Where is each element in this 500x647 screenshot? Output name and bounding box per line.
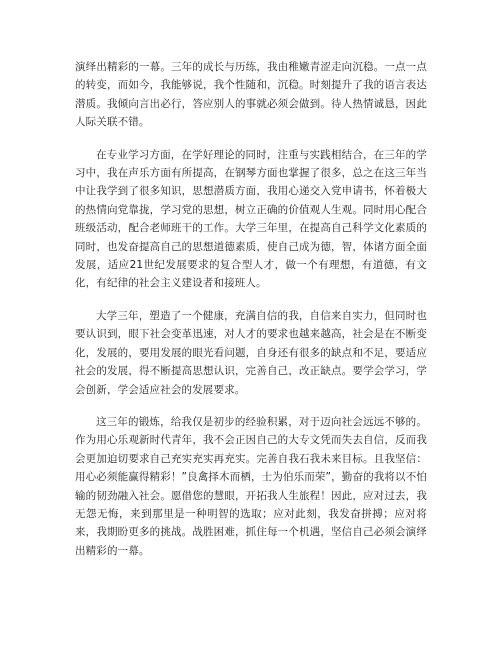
paragraph-spacer [75,399,427,413]
paragraph-1: 演绎出精彩的一幕。三年的成长与历练，我由稚嫩青涩走向沉稳。一点一点的转变，而如今，我能够说，我个性随和，沉稳。时刻提升了我的语言表达潜质。我倾向言出必行，答应别人的事就必须会做到。待人热情诚恳，因此人际关联不错。 [75,61,427,129]
paragraph-2: 在专业学习方面，在学好理论的同时，注重与实践相结合，在三年的学习中，我在声乐方面有所提高，在钢琴方面也掌握了很多，总之在这三年当中让我学到了很多知识，思想潜质方面，我用心递交入党申请书，怀着极大的热情向党靠拢，学习党的思想，树立正确的价值观人生观。同时用心配合班级活动，配合老师班干的工作。大学三年里，在提高自己科学文化素质的同时，也发奋提高自己的思想道德素质，使自己成为德，智，体诸方面全面发展，适应21世纪发展要求的复合型人才，做一个有理想，有道德，有文化，有纪律的社会主义建设者和接班人。 [75,148,427,290]
paragraph-spacer [75,293,427,307]
document-body [75,58,427,560]
paragraph-3: 大学三年，塑造了一个健康，充满自信的我，自信来自实力，但同时也要认识到，眼下社会变革迅速，对人才的要求也越来越高，社会是在不断变化，发展的，要用发展的眼光看问题，自身还有很多的缺点和不足，要适应社会的发展，得不断提高思想认识，完善自己，改正缺点。要学会学习，学会创新，学会适应社会的发展要求。 [75,309,427,396]
paragraph-4: 这三年的锻炼，给我仅是初步的经验积累，对于迈向社会远远不够的。作为用心乐观新时代青年，我不会正因自己的大专文凭而失去自信，反而我会更加迫切要求自己充实充实再充实。完善自我石我未来目标。且我坚信：用心必须能赢得精彩！”良禽择木而栖，士为伯乐而荣”，勤奋的我将以不怕输的韧劲融入社会。愿借您的慧眼，开拓我人生旅程！因此，应对过去，我无怨无悔，来到那里是一种明智的选取；应对此刻，我发奋拼搏；应对将来，我期盼更多的挑战。战胜困难，抓住每一个机遇，坚信自己必须会演绎出精彩的一幕。 [75,415,427,557]
paragraph-spacer [75,132,427,146]
